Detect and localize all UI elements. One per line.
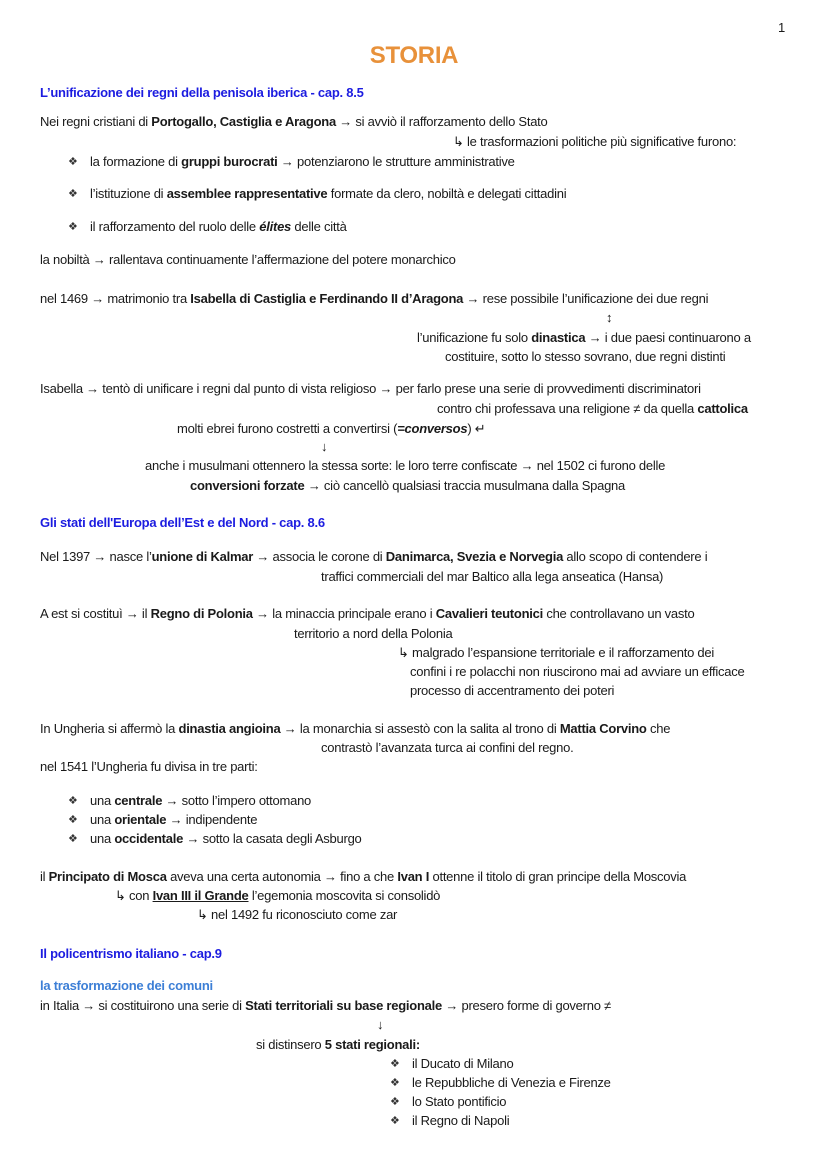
bullet-diamond-icon: ❖ — [68, 814, 78, 826]
text-line — [40, 252, 456, 268]
bullet-item — [90, 793, 311, 809]
text-segment: traffici commerciali del mar Baltico alla lega anseatica (Hansa) — [321, 569, 664, 584]
text-segment: il Regno di Napoli — [412, 1113, 510, 1128]
bullet-item — [412, 1113, 509, 1129]
text-segment: In Ungheria si affermò la — [40, 721, 179, 736]
text-segment: il Ducato di Milano — [412, 1056, 514, 1071]
text-segment: → ciò cancellò qualsiasi traccia musulmana dalla Spagna — [304, 478, 626, 493]
text-segment: → associa le corone di — [253, 549, 386, 564]
bullet-item — [90, 219, 347, 235]
page-number: 1 — [778, 20, 786, 35]
text-segment: costituire, sotto lo stesso sovrano, due regni distinti — [445, 349, 726, 364]
text-line — [321, 439, 327, 455]
emphasized-text: conversioni forzate — [190, 478, 305, 493]
text-segment: L’unificazione dei regni della penisola iberica - cap. 8.5 — [40, 85, 364, 100]
text-segment: → presero forme di governo ≠ — [441, 998, 611, 1013]
text-segment: → i due paesi continuarono a — [585, 330, 751, 345]
text-line — [115, 888, 440, 904]
text-line — [145, 458, 665, 474]
text-line — [40, 549, 707, 565]
text-segment: le Repubbliche di Venezia e Firenze — [412, 1075, 611, 1090]
text-segment: contro chi professava una religione ≠ da quella — [437, 401, 698, 416]
text-segment: l’istituzione di — [90, 186, 167, 201]
text-segment: una — [90, 831, 115, 846]
page-title: STORIA — [369, 42, 459, 69]
text-segment: Gli stati dell'Europa dell’Est e del Nord - cap. 8.6 — [40, 515, 325, 530]
text-segment: che controllavano un vasto — [542, 606, 695, 621]
text-line — [417, 330, 751, 346]
emphasized-text: cattolica — [697, 401, 748, 416]
text-segment: processo di accentramento dei poteri — [410, 683, 615, 698]
text-segment: ↳ nel 1492 fu riconosciuto come zar — [197, 907, 398, 922]
emphasized-text: Principato di Mosca — [48, 869, 167, 884]
text-line — [40, 998, 611, 1014]
text-segment: Nei regni cristiani di — [40, 114, 152, 129]
text-segment: ↓ — [377, 1017, 384, 1032]
text-segment: la nobiltà → rallentava continuamente l’affermazione del potere monarchico — [40, 252, 456, 267]
text-segment: anche i musulmani ottennero la stessa sorte: le loro terre confiscate → nel 1502 ci furono delle — [145, 458, 666, 473]
text-segment: l’unificazione fu solo — [417, 330, 532, 345]
emphasized-text: Portogallo, Castiglia e Aragona — [151, 114, 336, 129]
subheading — [40, 978, 213, 994]
text-segment: ↓ — [321, 439, 328, 454]
text-segment: → rese possibile l’unificazione dei due regni — [463, 291, 709, 306]
text-line — [606, 310, 612, 326]
text-segment: → la minaccia principale erano i — [252, 606, 436, 621]
text-segment: l’egemonia moscovita si consolidò — [248, 888, 441, 903]
text-segment: si distinsero — [256, 1037, 325, 1052]
section-heading — [40, 515, 325, 531]
text-segment: formate da clero, nobiltà e delegati cittadini — [327, 186, 567, 201]
text-segment: confini i re polacchi non riuscirono mai ad avviare un efficace — [410, 664, 745, 679]
text-segment: ↳ malgrado l’espansione territoriale e il rafforzamento dei — [398, 645, 715, 660]
text-line — [40, 381, 701, 397]
text-segment: una — [90, 793, 115, 808]
text-segment: in Italia → si costituirono una serie di — [40, 998, 246, 1013]
text-line — [398, 645, 714, 661]
text-line — [40, 606, 695, 622]
emphasized-text: dinastia angioina — [178, 721, 281, 736]
text-line — [40, 869, 686, 885]
text-segment: → la monarchia si assestò con la salita al trono di — [280, 721, 560, 736]
text-segment: A est si costituì → il — [40, 606, 151, 621]
emphasized-text: Ivan III il Grande — [152, 888, 249, 903]
text-segment: → potenziarono le strutture amministrative — [277, 154, 515, 169]
text-segment: una — [90, 812, 115, 827]
text-line — [40, 759, 258, 775]
text-segment: ottenne il titolo di gran principe della Moscovia — [429, 869, 687, 884]
text-segment: → indipendente — [166, 812, 258, 827]
text-line — [40, 114, 548, 130]
bullet-diamond-icon: ❖ — [68, 188, 78, 200]
text-segment: lo Stato pontificio — [412, 1094, 507, 1109]
text-segment: molti ebrei furono costretti a convertirsi ( — [177, 421, 398, 436]
bullet-item — [90, 154, 515, 170]
text-line — [445, 349, 725, 365]
emphasized-text: orientale — [114, 812, 167, 827]
bullet-item — [412, 1075, 611, 1091]
emphasized-text: occidentale — [114, 831, 184, 846]
emphasized-text: gruppi burocrati — [181, 154, 278, 169]
emphasized-text: 5 stati regionali: — [324, 1037, 420, 1052]
text-segment: Isabella → tentò di unificare i regni dal punto di vista religioso → per farlo prese una serie di provvedimenti discriminatori — [40, 381, 701, 396]
text-line — [177, 421, 485, 437]
text-segment: contrastò l’avanzata turca ai confini del regno. — [321, 740, 574, 755]
text-segment: Il policentrismo italiano - cap.9 — [40, 946, 222, 961]
bullet-item — [90, 186, 566, 202]
emphasized-text: Isabella di Castiglia e Ferdinando II d’Aragona — [190, 291, 464, 306]
text-segment: → sotto la casata degli Asburgo — [183, 831, 362, 846]
section-heading — [40, 85, 364, 101]
emphasized-text: dinastica — [531, 330, 586, 345]
text-line — [410, 683, 614, 699]
bullet-diamond-icon: ❖ — [68, 795, 78, 807]
bullet-item — [412, 1056, 513, 1072]
text-line — [40, 721, 670, 737]
emphasized-text: =conversos — [397, 421, 468, 436]
text-line — [453, 134, 736, 150]
text-line — [256, 1037, 420, 1053]
text-segment: aveva una certa autonomia → fino a che — [166, 869, 398, 884]
text-line — [197, 907, 397, 923]
section-heading — [40, 946, 222, 962]
text-segment: delle città — [291, 219, 347, 234]
text-line — [321, 740, 574, 756]
emphasized-text: Mattia Corvino — [559, 721, 647, 736]
text-segment: allo scopo di contendere i — [563, 549, 708, 564]
emphasized-text: Cavalieri teutonici — [435, 606, 543, 621]
text-line — [190, 478, 625, 494]
bullet-diamond-icon: ❖ — [68, 156, 78, 168]
text-segment: nel 1541 l’Ungheria fu divisa in tre parti: — [40, 759, 258, 774]
text-segment: nel 1469 → matrimonio tra — [40, 291, 191, 306]
text-segment: la formazione di — [90, 154, 182, 169]
text-segment: il rafforzamento del ruolo delle — [90, 219, 260, 234]
emphasized-text: Ivan I — [397, 869, 430, 884]
text-segment: → si avviò il rafforzamento dello Stato — [335, 114, 548, 129]
emphasized-text: centrale — [114, 793, 163, 808]
bullet-item — [412, 1094, 506, 1110]
bullet-diamond-icon: ❖ — [390, 1058, 400, 1070]
emphasized-text: Stati territoriali su base regionale — [245, 998, 442, 1013]
text-line — [377, 1017, 383, 1033]
text-line — [321, 569, 663, 585]
emphasized-text: Danimarca, Svezia e Norvegia — [385, 549, 564, 564]
emphasized-text: assemblee rappresentative — [166, 186, 328, 201]
bullet-diamond-icon: ❖ — [68, 221, 78, 233]
bullet-diamond-icon: ❖ — [390, 1096, 400, 1108]
text-segment: Nel 1397 → nasce l’ — [40, 549, 152, 564]
text-segment: ↳ con — [115, 888, 153, 903]
text-line — [410, 664, 744, 680]
text-segment: → sotto l’impero ottomano — [162, 793, 312, 808]
bullet-item — [90, 831, 362, 847]
text-line — [437, 401, 748, 417]
emphasized-text: élites — [259, 219, 292, 234]
text-segment: il — [40, 869, 49, 884]
text-line — [294, 626, 452, 642]
text-segment: ↕ — [606, 310, 613, 325]
emphasized-text: Regno di Polonia — [150, 606, 253, 621]
text-segment: ↳ le trasformazioni politiche più significative furono: — [453, 134, 737, 149]
bullet-item — [90, 812, 257, 828]
text-line — [40, 291, 708, 307]
bullet-diamond-icon: ❖ — [390, 1077, 400, 1089]
bullet-diamond-icon: ❖ — [390, 1115, 400, 1127]
text-segment: territorio a nord della Polonia — [294, 626, 453, 641]
text-segment: la trasformazione dei comuni — [40, 978, 213, 993]
text-segment: che — [646, 721, 671, 736]
text-segment: ) ↵ — [467, 421, 486, 436]
emphasized-text: unione di Kalmar — [151, 549, 254, 564]
bullet-diamond-icon: ❖ — [68, 833, 78, 845]
